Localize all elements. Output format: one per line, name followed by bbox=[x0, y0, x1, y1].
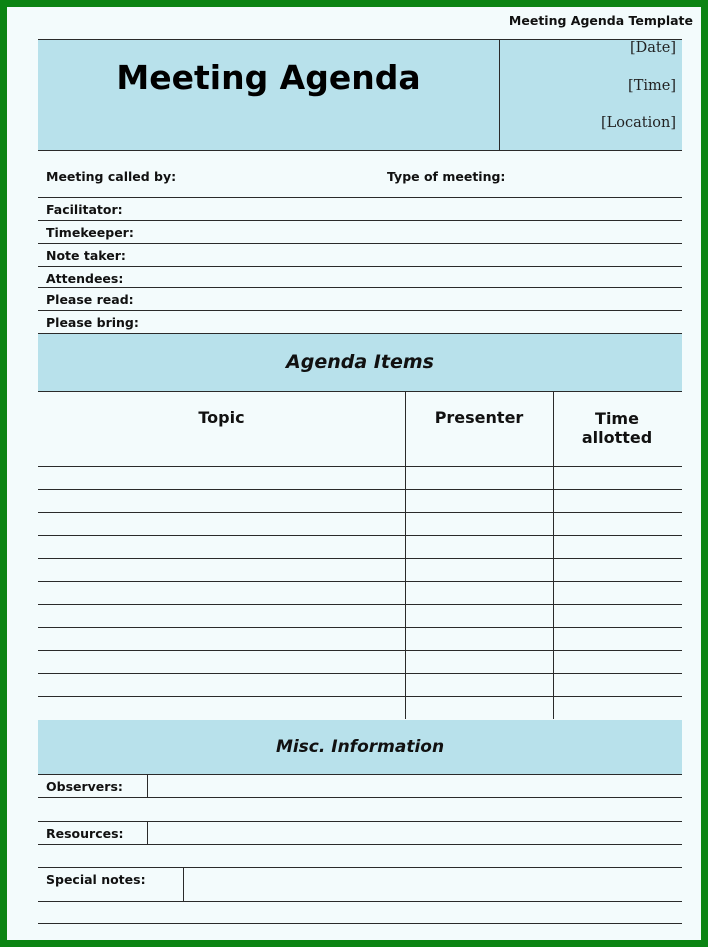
presenter-cell[interactable] bbox=[406, 490, 553, 512]
time-allotted-cell[interactable] bbox=[554, 467, 682, 489]
location-field[interactable]: [Location] bbox=[601, 115, 676, 131]
timekeeper-label: Timekeeper: bbox=[46, 225, 134, 240]
presenter-cell[interactable] bbox=[406, 559, 553, 581]
topic-cell[interactable] bbox=[38, 559, 405, 581]
observers-field[interactable] bbox=[148, 775, 682, 797]
presenter-cell[interactable] bbox=[406, 536, 553, 558]
divider bbox=[38, 310, 682, 311]
topic-cell[interactable] bbox=[38, 582, 405, 604]
presenter-cell[interactable] bbox=[406, 697, 553, 719]
topic-cell[interactable] bbox=[38, 651, 405, 673]
time-allotted-column-header: Time allotted bbox=[581, 409, 653, 447]
header-block bbox=[38, 39, 682, 151]
topic-cell[interactable] bbox=[38, 674, 405, 696]
type-of-meeting-label: Type of meeting: bbox=[387, 169, 506, 184]
presenter-cell[interactable] bbox=[406, 582, 553, 604]
please-read-label: Please read: bbox=[46, 292, 134, 307]
time-allotted-cell[interactable] bbox=[554, 674, 682, 696]
divider bbox=[38, 844, 682, 845]
time-allotted-cell[interactable] bbox=[554, 651, 682, 673]
presenter-cell[interactable] bbox=[406, 513, 553, 535]
topic-cell[interactable] bbox=[38, 490, 405, 512]
topic-cell[interactable] bbox=[38, 513, 405, 535]
presenter-cell[interactable] bbox=[406, 651, 553, 673]
attendees-label: Attendees: bbox=[46, 271, 124, 286]
special-notes-label: Special notes: bbox=[46, 872, 146, 887]
divider bbox=[38, 901, 682, 902]
note-taker-label: Note taker: bbox=[46, 248, 126, 263]
time-allotted-cell[interactable] bbox=[554, 513, 682, 535]
time-allotted-cell[interactable] bbox=[554, 697, 682, 719]
time-allotted-cell[interactable] bbox=[554, 628, 682, 650]
time-allotted-cell[interactable] bbox=[554, 582, 682, 604]
divider bbox=[38, 391, 682, 392]
meeting-called-by-label: Meeting called by: bbox=[46, 169, 177, 184]
time-allotted-cell[interactable] bbox=[554, 605, 682, 627]
special-notes-field[interactable] bbox=[184, 868, 682, 901]
divider bbox=[38, 287, 682, 288]
presenter-cell[interactable] bbox=[406, 674, 553, 696]
topic-cell[interactable] bbox=[38, 605, 405, 627]
divider bbox=[38, 266, 682, 267]
observers-label: Observers: bbox=[46, 779, 123, 794]
please-bring-label: Please bring: bbox=[46, 315, 139, 330]
divider bbox=[38, 923, 682, 924]
topic-cell[interactable] bbox=[38, 697, 405, 719]
divider bbox=[38, 220, 682, 221]
time-allotted-cell[interactable] bbox=[554, 559, 682, 581]
presenter-column-header: Presenter bbox=[434, 408, 524, 427]
time-field[interactable]: [Time] bbox=[628, 78, 676, 94]
time-allotted-cell[interactable] bbox=[554, 536, 682, 558]
divider bbox=[38, 243, 682, 244]
topic-cell[interactable] bbox=[38, 536, 405, 558]
divider bbox=[38, 197, 682, 198]
facilitator-label: Facilitator: bbox=[46, 202, 123, 217]
presenter-cell[interactable] bbox=[406, 605, 553, 627]
page-title: Meeting Agenda bbox=[116, 58, 421, 97]
resources-label: Resources: bbox=[46, 826, 124, 841]
agenda-items-heading: Agenda Items bbox=[38, 334, 682, 391]
date-field[interactable]: [Date] bbox=[630, 40, 676, 56]
template-title: Meeting Agenda Template bbox=[508, 13, 693, 28]
divider bbox=[38, 797, 682, 798]
presenter-cell[interactable] bbox=[406, 628, 553, 650]
time-allotted-cell[interactable] bbox=[554, 490, 682, 512]
misc-information-heading: Misc. Information bbox=[38, 720, 682, 774]
topic-cell[interactable] bbox=[38, 467, 405, 489]
topic-column-header: Topic bbox=[198, 408, 245, 427]
resources-field[interactable] bbox=[148, 822, 682, 844]
presenter-cell[interactable] bbox=[406, 467, 553, 489]
header-divider bbox=[499, 40, 500, 150]
topic-cell[interactable] bbox=[38, 628, 405, 650]
